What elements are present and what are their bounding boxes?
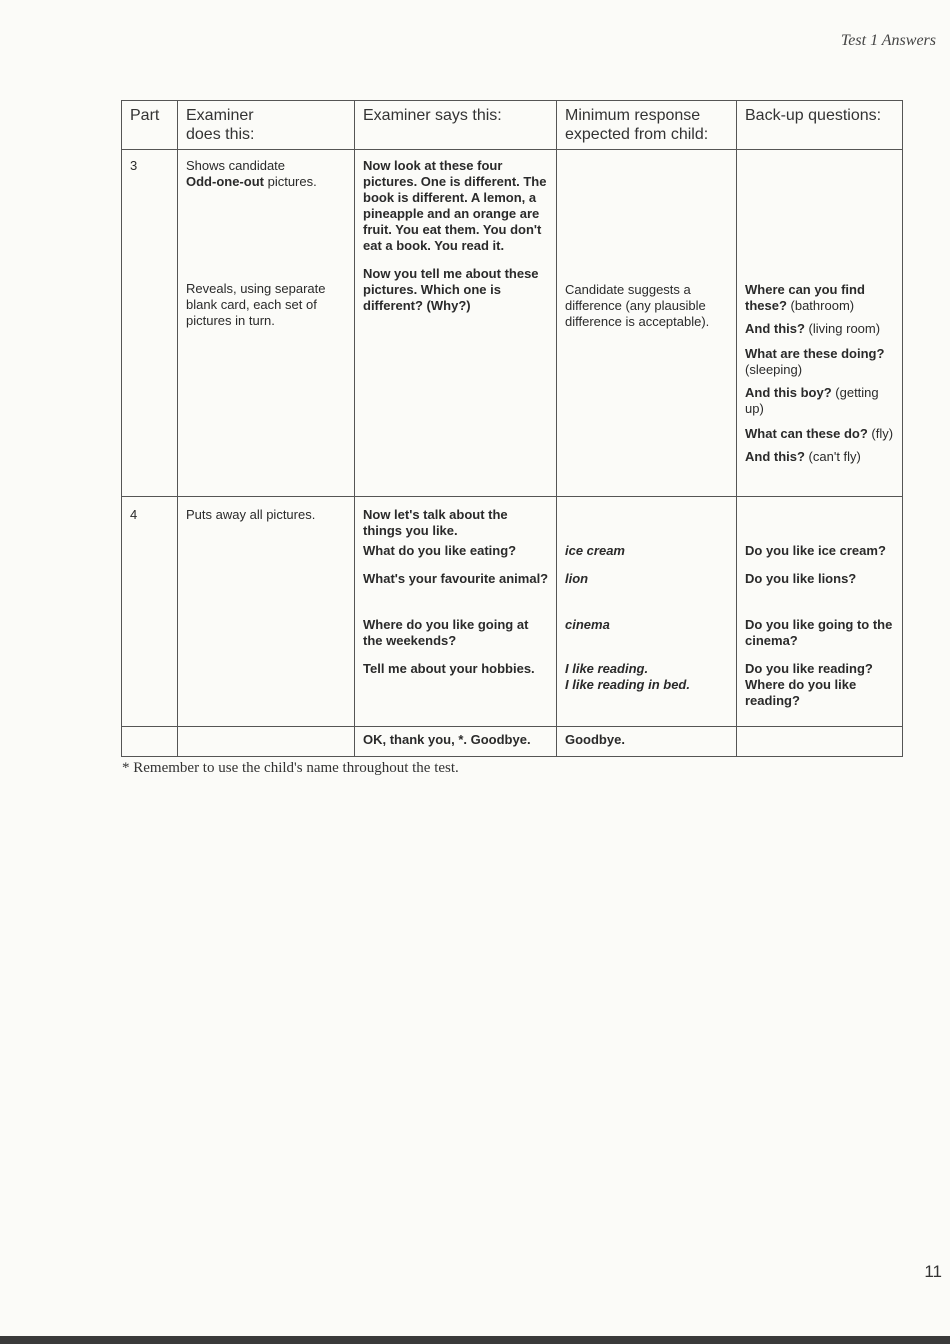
part4-says-5: Tell me about your hobbies. [363, 661, 535, 676]
part4-says-2: What do you like eating? [363, 543, 517, 558]
part4-backup-4: Do you like reading? Where do you like reading? [745, 661, 873, 708]
part4-says-3: What's your favourite animal? [363, 571, 549, 586]
header-examiner-does [178, 101, 355, 150]
part3-response: Candidate suggests a difference (any plausible difference is acceptable). [565, 282, 710, 329]
header-min-response [557, 101, 737, 150]
part3-examiner-says [355, 150, 557, 497]
part3-min-response [557, 150, 737, 497]
part4-response-5: I like reading in bed. [565, 677, 690, 692]
header-min-response-line2: expected from child: [565, 126, 709, 143]
table-row-part4 [122, 497, 903, 727]
part4-says-1: Now let's talk about the things you like. [363, 507, 508, 538]
scan-edge-bar [0, 1336, 950, 1344]
part3-backup [737, 150, 903, 497]
part4-response-3: cinema [565, 617, 610, 632]
part4-examiner-does: Puts away all pictures. [178, 497, 355, 727]
header-min-response-line1: Minimum response [565, 107, 701, 124]
part3-says-1: Now look at these four pictures. One is different. The book is different. A lemon, a pineapple and an orange are fruit. You eat them. You don't eat a book. You read it. [363, 158, 547, 253]
part3-backup-2: And this? (living room) [745, 321, 881, 336]
part3-backup-4: And this boy? (getting up) [745, 385, 879, 416]
part3-says-2: Now you tell me about these pictures. Which one is different? (Why?) [363, 266, 539, 313]
part4-backup [737, 497, 903, 727]
footnote: * Remember to use the child's name throughout the test. [122, 760, 459, 776]
header-examiner-does-line2: does this: [186, 126, 255, 143]
closing-part-empty [122, 727, 178, 757]
part3-does-2: Reveals, using separate blank card, each set of pictures in turn. [186, 281, 326, 328]
part3-examiner-does [178, 150, 355, 497]
part4-response-1: ice cream [565, 543, 625, 558]
part4-backup-1: Do you like ice cream? [745, 543, 886, 558]
part3-number: 3 [122, 150, 178, 497]
closing-does-empty [178, 727, 355, 757]
answers-table [121, 100, 903, 757]
page-number: 11 [924, 1262, 942, 1281]
part3-does-1: Shows candidate Odd-one-out pictures. [186, 158, 317, 189]
header-examiner-does-line1: Examiner [186, 107, 254, 124]
part4-backup-3: Do you like going to the cinema? [745, 617, 893, 648]
table-row-part3 [122, 150, 903, 497]
header-part: Part [122, 101, 178, 150]
header-backup: Back-up questions: [737, 101, 903, 150]
running-head: Test 1 Answers [840, 32, 936, 49]
part4-says-4: Where do you like going at the weekends? [363, 617, 529, 648]
table-row-closing [122, 727, 903, 757]
part3-backup-3: What are these doing? (sleeping) [745, 346, 885, 377]
part3-backup-6: And this? (can't fly) [745, 449, 861, 464]
part4-backup-2: Do you like lions? [745, 571, 857, 586]
part4-min-response [557, 497, 737, 727]
part3-backup-1: Where can you find these? (bathroom) [745, 282, 865, 313]
part3-backup-5: What can these do? (fly) [745, 426, 894, 441]
closing-response: Goodbye. [557, 727, 737, 757]
part4-number: 4 [122, 497, 178, 727]
part4-response-4: I like reading. [565, 661, 649, 676]
header-examiner-says: Examiner says this: [355, 101, 557, 150]
closing-says: OK, thank you, *. Goodbye. [355, 727, 557, 757]
closing-backup-empty [737, 727, 903, 757]
table-header-row [122, 101, 903, 150]
part4-examiner-says [355, 497, 557, 727]
part4-response-2: lion [565, 571, 589, 586]
